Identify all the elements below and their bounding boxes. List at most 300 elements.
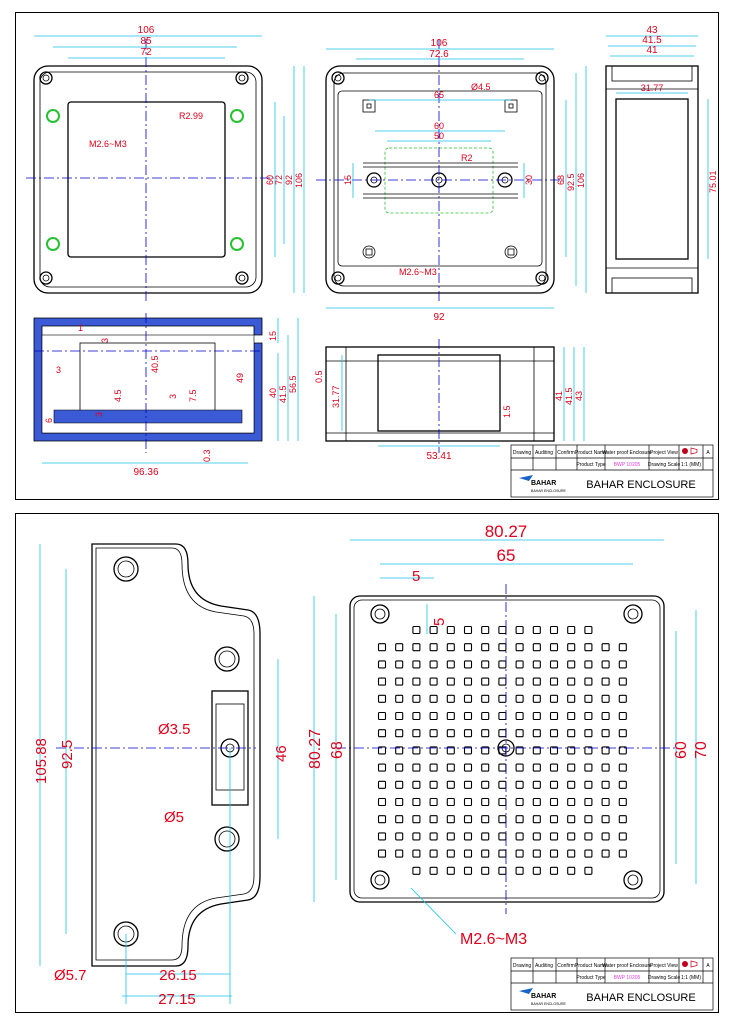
- vent-hole: [516, 678, 523, 685]
- svg-text:5: 5: [431, 617, 448, 626]
- vent-hole: [585, 867, 592, 874]
- vent-hole: [430, 644, 437, 651]
- vent-hole: [482, 730, 489, 737]
- svg-text:BAHAR: BAHAR: [531, 993, 557, 1000]
- svg-text:60: 60: [673, 741, 690, 759]
- vent-hole: [430, 713, 437, 720]
- vent-hole: [619, 764, 626, 771]
- vent-hole: [551, 799, 558, 806]
- svg-text:Ø5: Ø5: [164, 809, 185, 826]
- vent-hole: [413, 764, 420, 771]
- svg-text:50: 50: [433, 131, 445, 141]
- svg-text:0.5: 0.5: [314, 370, 324, 383]
- vent-hole: [568, 730, 575, 737]
- vent-hole: [396, 661, 403, 668]
- vent-hole: [533, 799, 540, 806]
- vent-hole: [499, 781, 506, 788]
- svg-text:R2.99: R2.99: [179, 111, 204, 121]
- vent-hole: [585, 850, 592, 857]
- vent-hole: [533, 816, 540, 823]
- vent-hole: [516, 695, 523, 702]
- vent-hole: [602, 695, 609, 702]
- vent-hole: [533, 627, 540, 634]
- vent-hole: [430, 661, 437, 668]
- vent-hole: [379, 781, 386, 788]
- perforated-panel-view: [307, 522, 710, 948]
- vent-hole: [379, 764, 386, 771]
- vent-hole: [551, 678, 558, 685]
- vent-hole: [482, 764, 489, 771]
- mounting-bracket-view: [33, 544, 290, 1008]
- vent-hole: [482, 644, 489, 651]
- vent-hole: [568, 781, 575, 788]
- vent-hole: [447, 781, 454, 788]
- vent-hole: [568, 764, 575, 771]
- vent-hole: [551, 695, 558, 702]
- svg-text:R2: R2: [461, 153, 473, 163]
- svg-text:6: 6: [44, 417, 54, 423]
- vent-hole: [396, 816, 403, 823]
- svg-text:85: 85: [140, 36, 152, 47]
- vent-hole: [447, 799, 454, 806]
- vent-hole: [516, 627, 523, 634]
- vent-hole: [482, 850, 489, 857]
- vent-hole: [585, 713, 592, 720]
- svg-text:15: 15: [268, 330, 278, 341]
- vent-hole: [568, 850, 575, 857]
- vent-hole: [447, 867, 454, 874]
- svg-text:92.5: 92.5: [566, 173, 576, 191]
- vent-hole: [379, 678, 386, 685]
- svg-text:68: 68: [556, 174, 566, 185]
- svg-text:Product Type: Product Type: [576, 462, 606, 468]
- svg-text:Confirm: Confirm: [557, 963, 575, 969]
- svg-text:BAHAR ENCLOSURE: BAHAR ENCLOSURE: [586, 992, 696, 1004]
- vent-hole: [516, 799, 523, 806]
- vent-hole: [533, 695, 540, 702]
- vent-hole: [499, 867, 506, 874]
- vent-hole: [413, 644, 420, 651]
- svg-text:BWP 10205: BWP 10205: [613, 975, 641, 981]
- svg-text:43: 43: [574, 390, 584, 401]
- svg-text:92: 92: [433, 312, 445, 323]
- svg-text:15: 15: [343, 174, 353, 185]
- drawing-sheet-1: [15, 12, 719, 500]
- vent-hole: [602, 644, 609, 651]
- vent-hole: [516, 661, 523, 668]
- vent-hole: [551, 781, 558, 788]
- svg-text:4.5: 4.5: [113, 389, 123, 402]
- svg-text:46: 46: [273, 745, 290, 762]
- svg-text:3: 3: [94, 411, 104, 417]
- vent-hole: [551, 627, 558, 634]
- vent-hole: [585, 730, 592, 737]
- vent-hole: [430, 627, 437, 634]
- vent-hole: [465, 695, 472, 702]
- svg-text:3: 3: [100, 337, 110, 343]
- svg-text:106: 106: [294, 172, 304, 188]
- svg-text:72: 72: [140, 47, 152, 58]
- vent-hole: [533, 764, 540, 771]
- vent-hole: [533, 678, 540, 685]
- vent-hole: [482, 695, 489, 702]
- vent-hole: [413, 833, 420, 840]
- vent-hole: [482, 627, 489, 634]
- vent-hole: [465, 764, 472, 771]
- svg-text:1.5: 1.5: [502, 405, 512, 418]
- vent-hole: [465, 799, 472, 806]
- vent-hole: [447, 713, 454, 720]
- vent-hole: [533, 661, 540, 668]
- svg-text:Drawing: Drawing: [512, 963, 532, 969]
- vent-hole: [499, 850, 506, 857]
- svg-text:1:1 (MM): 1:1 (MM): [681, 462, 701, 468]
- base-bottom-view: [316, 38, 586, 323]
- svg-text:Ø5.7: Ø5.7: [54, 967, 87, 984]
- vent-hole: [465, 867, 472, 874]
- svg-text:Product Type: Product Type: [576, 975, 606, 981]
- vent-hole: [585, 644, 592, 651]
- vent-hole: [413, 627, 420, 634]
- svg-text:M2.6~M3: M2.6~M3: [460, 931, 528, 948]
- svg-text:Drawing: Drawing: [512, 450, 532, 456]
- vent-hole: [413, 850, 420, 857]
- title-block-1: [511, 445, 713, 497]
- vent-hole: [602, 850, 609, 857]
- vent-hole: [516, 730, 523, 737]
- side-view: [606, 25, 718, 293]
- vent-hole: [430, 816, 437, 823]
- vent-hole: [499, 661, 506, 668]
- svg-text:80.27: 80.27: [307, 728, 324, 769]
- vent-hole: [447, 678, 454, 685]
- svg-text:Water proof Enclosure: Water proof Enclosure: [602, 963, 652, 969]
- vent-hole: [430, 764, 437, 771]
- vent-hole: [396, 781, 403, 788]
- vent-hole: [602, 781, 609, 788]
- svg-text:80.27: 80.27: [484, 522, 528, 541]
- svg-text:BAHAR ENCLOSURE: BAHAR ENCLOSURE: [531, 1002, 566, 1006]
- vent-hole: [499, 764, 506, 771]
- svg-text:43: 43: [646, 25, 658, 36]
- svg-text:31.77: 31.77: [331, 385, 341, 408]
- vent-hole: [551, 644, 558, 651]
- vent-hole: [533, 713, 540, 720]
- vent-hole: [465, 781, 472, 788]
- svg-text:26.15: 26.15: [159, 967, 197, 984]
- vent-hole: [379, 799, 386, 806]
- svg-text:Confirm: Confirm: [557, 450, 575, 456]
- vent-hole: [413, 695, 420, 702]
- vent-hole: [430, 833, 437, 840]
- vent-hole: [396, 764, 403, 771]
- vent-hole: [396, 799, 403, 806]
- vent-hole: [516, 816, 523, 823]
- vent-hole: [465, 850, 472, 857]
- vent-hole: [585, 764, 592, 771]
- svg-text:5: 5: [412, 568, 421, 585]
- drawing-sheet-2: [15, 513, 719, 1013]
- vent-hole: [447, 627, 454, 634]
- vent-hole: [482, 833, 489, 840]
- svg-text:106: 106: [430, 38, 448, 49]
- vent-hole: [379, 661, 386, 668]
- vent-hole: [533, 833, 540, 840]
- vent-hole: [568, 661, 575, 668]
- vent-hole: [619, 678, 626, 685]
- vent-hole: [585, 833, 592, 840]
- projection-symbol-icon: [682, 961, 688, 967]
- vent-hole: [430, 850, 437, 857]
- svg-text:Drawing Scale: Drawing Scale: [647, 462, 681, 468]
- vent-hole: [396, 833, 403, 840]
- svg-text:41.5: 41.5: [642, 35, 662, 46]
- vent-hole: [516, 644, 523, 651]
- vent-hole: [482, 678, 489, 685]
- vent-hole: [465, 730, 472, 737]
- vent-hole: [585, 799, 592, 806]
- vent-hole: [585, 627, 592, 634]
- vent-hole: [551, 850, 558, 857]
- svg-text:BAHAR ENCLOSURE: BAHAR ENCLOSURE: [586, 479, 696, 491]
- vent-hole: [619, 695, 626, 702]
- vent-hole: [533, 644, 540, 651]
- svg-text:65: 65: [496, 546, 516, 565]
- vent-hole: [465, 644, 472, 651]
- vent-hole: [499, 713, 506, 720]
- vent-hole: [551, 867, 558, 874]
- vent-hole: [499, 816, 506, 823]
- vent-hole: [533, 867, 540, 874]
- vent-hole: [602, 678, 609, 685]
- vent-hole: [396, 644, 403, 651]
- svg-text:75.01: 75.01: [708, 170, 718, 193]
- svg-text:40.5: 40.5: [150, 355, 160, 373]
- vent-hole: [499, 678, 506, 685]
- vent-hole: [413, 781, 420, 788]
- svg-text:31.77: 31.77: [640, 83, 664, 93]
- vent-hole: [430, 730, 437, 737]
- vent-hole: [447, 816, 454, 823]
- svg-text:Water proof Enclosure: Water proof Enclosure: [602, 450, 652, 456]
- vent-hole: [413, 867, 420, 874]
- vent-hole: [568, 627, 575, 634]
- vent-hole: [396, 695, 403, 702]
- vent-hole: [602, 833, 609, 840]
- svg-text:M2.6~M3: M2.6~M3: [89, 139, 127, 149]
- vent-hole: [482, 867, 489, 874]
- svg-text:BAHAR: BAHAR: [531, 480, 557, 487]
- vent-hole: [465, 833, 472, 840]
- vent-hole: [533, 781, 540, 788]
- vent-hole: [568, 867, 575, 874]
- vent-hole: [379, 695, 386, 702]
- vent-hole: [533, 730, 540, 737]
- vent-hole: [396, 678, 403, 685]
- svg-text:A: A: [706, 963, 710, 969]
- svg-text:49: 49: [235, 372, 245, 383]
- svg-text:Ø3.5: Ø3.5: [158, 721, 191, 738]
- vent-hole: [379, 850, 386, 857]
- vent-hole: [516, 867, 523, 874]
- svg-text:41.5: 41.5: [564, 387, 574, 405]
- vent-hole: [447, 850, 454, 857]
- vent-hole: [413, 713, 420, 720]
- vent-hole: [413, 661, 420, 668]
- vent-hole: [551, 730, 558, 737]
- vent-hole: [585, 816, 592, 823]
- vent-hole: [602, 764, 609, 771]
- vent-hole: [465, 713, 472, 720]
- vent-hole: [379, 833, 386, 840]
- vent-hole: [619, 781, 626, 788]
- svg-text:Product Name: Product Name: [575, 450, 607, 456]
- vent-hole: [516, 850, 523, 857]
- vent-hole: [585, 781, 592, 788]
- vent-hole: [413, 816, 420, 823]
- vent-hole: [619, 816, 626, 823]
- lid-top-view: [26, 25, 304, 303]
- vent-hole: [396, 713, 403, 720]
- vent-hole: [551, 764, 558, 771]
- vent-hole: [447, 695, 454, 702]
- vent-hole: [447, 833, 454, 840]
- vent-hole: [499, 799, 506, 806]
- vent-hole: [465, 678, 472, 685]
- vent-hole: [619, 713, 626, 720]
- svg-text:106: 106: [576, 172, 586, 188]
- svg-text:M2.6~M3: M2.6~M3: [399, 267, 437, 277]
- svg-text:68: 68: [329, 741, 346, 759]
- svg-text:30: 30: [524, 174, 534, 185]
- svg-text:41.5: 41.5: [278, 385, 288, 403]
- svg-text:65: 65: [433, 90, 445, 100]
- vent-hole: [619, 644, 626, 651]
- vent-hole: [396, 730, 403, 737]
- vent-hole: [619, 661, 626, 668]
- vent-hole: [413, 678, 420, 685]
- vent-hole: [447, 730, 454, 737]
- vent-hole: [379, 644, 386, 651]
- vent-hole: [585, 678, 592, 685]
- vent-hole: [413, 730, 420, 737]
- vent-hole: [379, 713, 386, 720]
- vent-hole: [602, 799, 609, 806]
- vent-hole: [533, 850, 540, 857]
- vent-hole: [430, 867, 437, 874]
- svg-text:3: 3: [168, 393, 178, 399]
- svg-text:27.15: 27.15: [158, 991, 196, 1008]
- vent-hole: [482, 713, 489, 720]
- svg-text:40: 40: [268, 387, 278, 398]
- vent-hole: [619, 799, 626, 806]
- svg-text:Ø4.5: Ø4.5: [471, 82, 491, 92]
- vent-hole: [551, 661, 558, 668]
- vent-hole: [585, 695, 592, 702]
- svg-text:92: 92: [284, 174, 294, 185]
- svg-text:72: 72: [274, 174, 284, 185]
- svg-text:41: 41: [554, 390, 564, 401]
- svg-text:Product Name: Product Name: [575, 963, 607, 969]
- vent-hole: [413, 799, 420, 806]
- vent-hole: [568, 799, 575, 806]
- vent-hole: [482, 799, 489, 806]
- vent-hole: [568, 833, 575, 840]
- svg-text:41: 41: [646, 45, 658, 56]
- svg-text:A: A: [706, 450, 710, 456]
- svg-text:105.88: 105.88: [33, 738, 50, 784]
- svg-text:60: 60: [265, 174, 275, 185]
- vent-hole: [499, 627, 506, 634]
- vent-hole: [499, 644, 506, 651]
- vent-hole: [430, 695, 437, 702]
- vent-hole: [516, 833, 523, 840]
- vent-hole: [619, 730, 626, 737]
- svg-text:Drawing Scale: Drawing Scale: [647, 975, 681, 981]
- svg-text:92.5: 92.5: [59, 739, 76, 769]
- vent-hole: [447, 661, 454, 668]
- vent-hole: [499, 833, 506, 840]
- vent-hole: [379, 730, 386, 737]
- vent-hole: [551, 833, 558, 840]
- svg-text:7.5: 7.5: [188, 389, 198, 402]
- vent-hole: [585, 661, 592, 668]
- sheet-1-drawing: [16, 13, 718, 499]
- vent-hole: [602, 730, 609, 737]
- vent-hole: [465, 627, 472, 634]
- vent-hole: [482, 816, 489, 823]
- vent-hole: [447, 644, 454, 651]
- vent-hole: [465, 661, 472, 668]
- svg-text:96.36: 96.36: [133, 467, 159, 478]
- svg-text:70: 70: [693, 741, 710, 759]
- vent-hole: [396, 850, 403, 857]
- vent-hole: [568, 713, 575, 720]
- vent-hole: [379, 816, 386, 823]
- svg-text:Auditing: Auditing: [534, 450, 554, 456]
- svg-text:1:1 (MM): 1:1 (MM): [681, 975, 701, 981]
- svg-text:72.6: 72.6: [429, 49, 449, 60]
- vent-hole: [619, 850, 626, 857]
- vent-hole: [602, 713, 609, 720]
- vent-hole: [516, 781, 523, 788]
- vent-hole: [516, 764, 523, 771]
- vent-hole: [430, 781, 437, 788]
- section-view: [34, 313, 298, 478]
- projection-symbol-icon: [682, 448, 688, 454]
- svg-text:60: 60: [433, 121, 445, 131]
- svg-text:53.41: 53.41: [426, 451, 452, 462]
- vent-hole: [465, 816, 472, 823]
- vent-hole: [482, 661, 489, 668]
- vent-hole: [602, 661, 609, 668]
- vent-hole: [430, 799, 437, 806]
- svg-text:3: 3: [56, 365, 62, 375]
- vent-hole: [551, 713, 558, 720]
- vent-hole: [499, 695, 506, 702]
- svg-text:0.3: 0.3: [202, 449, 212, 462]
- vent-hole: [568, 644, 575, 651]
- svg-text:56.5: 56.5: [288, 375, 298, 393]
- vent-hole: [499, 730, 506, 737]
- svg-text:Project View: Project View: [650, 450, 678, 456]
- svg-text:106: 106: [137, 25, 155, 36]
- vent-hole: [602, 816, 609, 823]
- svg-text:1: 1: [78, 323, 84, 333]
- vent-hole: [568, 816, 575, 823]
- svg-text:Project View: Project View: [650, 963, 678, 969]
- svg-text:BAHAR ENCLOSURE: BAHAR ENCLOSURE: [531, 489, 566, 493]
